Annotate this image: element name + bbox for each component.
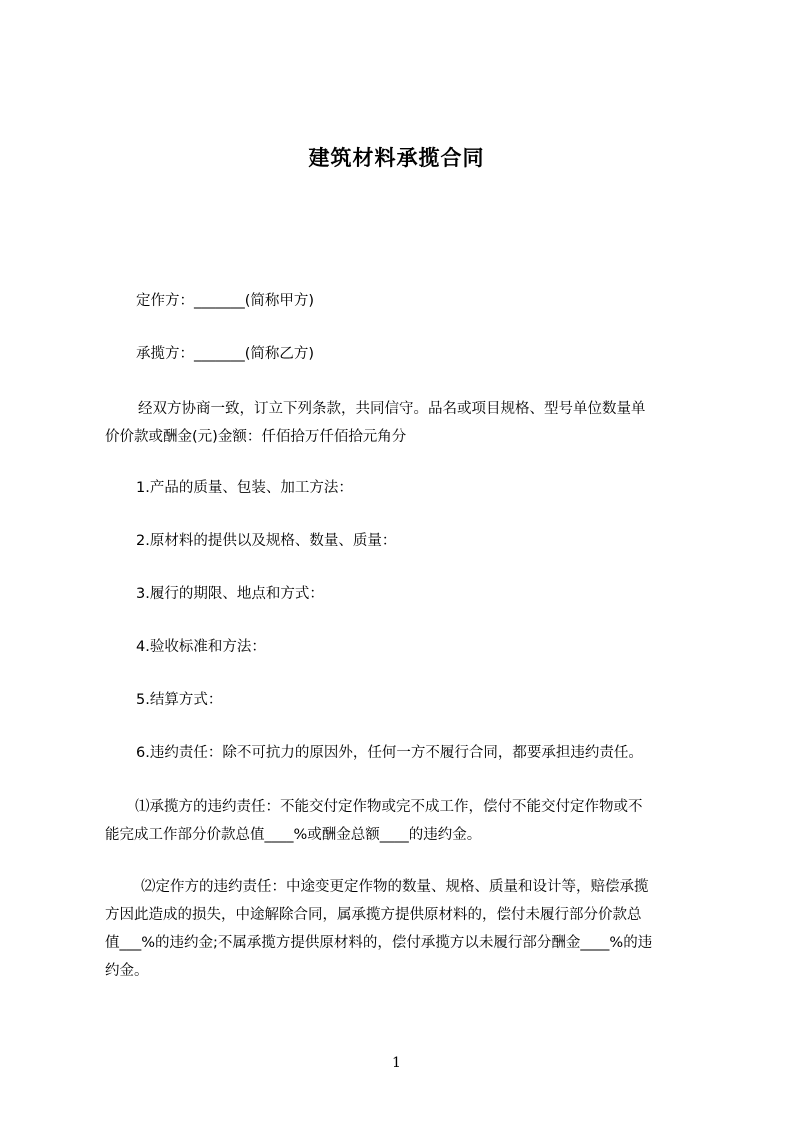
clause-5: 5.结算方式： [136, 692, 223, 708]
liability-1-line-2: 能完成工作部分价款总值____%或酬金总额____的违约金。 [105, 827, 482, 843]
liability-contractor-paragraph [105, 793, 705, 849]
liability-2-line-3: 值___%的违约金;不属承揽方提供原材料的，偿付承揽方以未履行部分酬金____%的违 [105, 935, 653, 951]
intro-line-1: 经双方协商一致，订立下列条款，共同信守。品名或项目规格、型号单位数量单 [138, 401, 646, 417]
clause-1: 1.产品的质量、包装、加工方法： [136, 480, 353, 496]
clause-2: 2.原材料的提供以及规格、数量、质量： [136, 533, 397, 549]
party-a-line: 定作方：_______(简称甲方) [136, 293, 315, 309]
clause-4: 4.验收标准和方法： [136, 639, 266, 655]
party-b-line: 承揽方：_______(简称乙方) [136, 346, 315, 362]
page-number: 1 [392, 1055, 401, 1071]
clause-6: 6.违约责任：除不可抗力的原因外，任何一方不履行合同，都要承担违约责任。 [136, 745, 643, 761]
document-title: 建筑材料承揽合同 [308, 146, 485, 170]
clause-3: 3.履行的期限、地点和方式： [136, 586, 324, 602]
liability-orderer-paragraph [105, 873, 705, 985]
liability-1-line-1: ⑴承揽方的违约责任：不能交付定作物或完不成工作，偿付不能交付定作物或不 [135, 799, 643, 815]
intro-paragraph [105, 395, 705, 451]
liability-2-line-1: ⑵定作方的违约责任：中途变更定作物的数量、规格、质量和设计等，赔偿承揽 [141, 879, 649, 895]
liability-2-line-4: 约金。 [105, 963, 149, 979]
intro-line-2: 价价款或酬金(元)金额：仟佰拾万仟佰拾元角分 [105, 429, 407, 445]
liability-2-line-2: 方因此造成的损失，中途解除合同，属承揽方提供原材料的，偿付未履行部分价款总 [105, 907, 642, 923]
